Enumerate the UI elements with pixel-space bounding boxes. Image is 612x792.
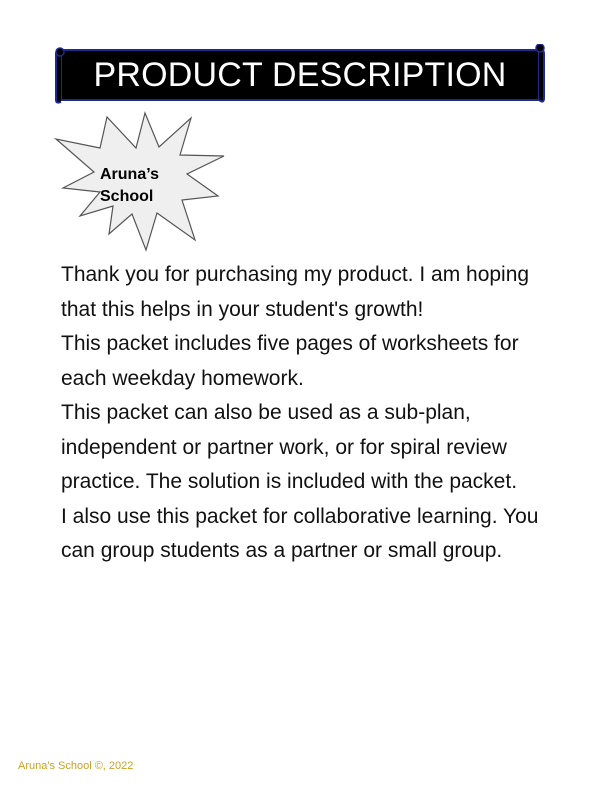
paragraph-collaborative: I also use this packet for collaborative learning. You can group students as a partner or small group. [61, 504, 539, 562]
title-banner [55, 44, 545, 106]
paragraph-thanks: Thank you for purchasing my product. I am hoping that this helps in your student's growth! [61, 263, 530, 321]
school-badge [52, 110, 232, 254]
paragraph-contents: This packet includes five pages of worksheets for each weekday homework. [61, 332, 519, 390]
school-name-line2: School [100, 188, 154, 205]
description-body [61, 258, 561, 569]
paragraph-uses: This packet can also be used as a sub-plan, independent or partner work, or for spiral review practice. The solution is included with the packet. [61, 401, 518, 493]
school-name [100, 164, 190, 208]
school-name-line1: Aruna’s [100, 166, 159, 183]
page-title: PRODUCT DESCRIPTION [93, 56, 507, 94]
copyright-footer: Aruna's School ©, 2022 [18, 760, 134, 772]
